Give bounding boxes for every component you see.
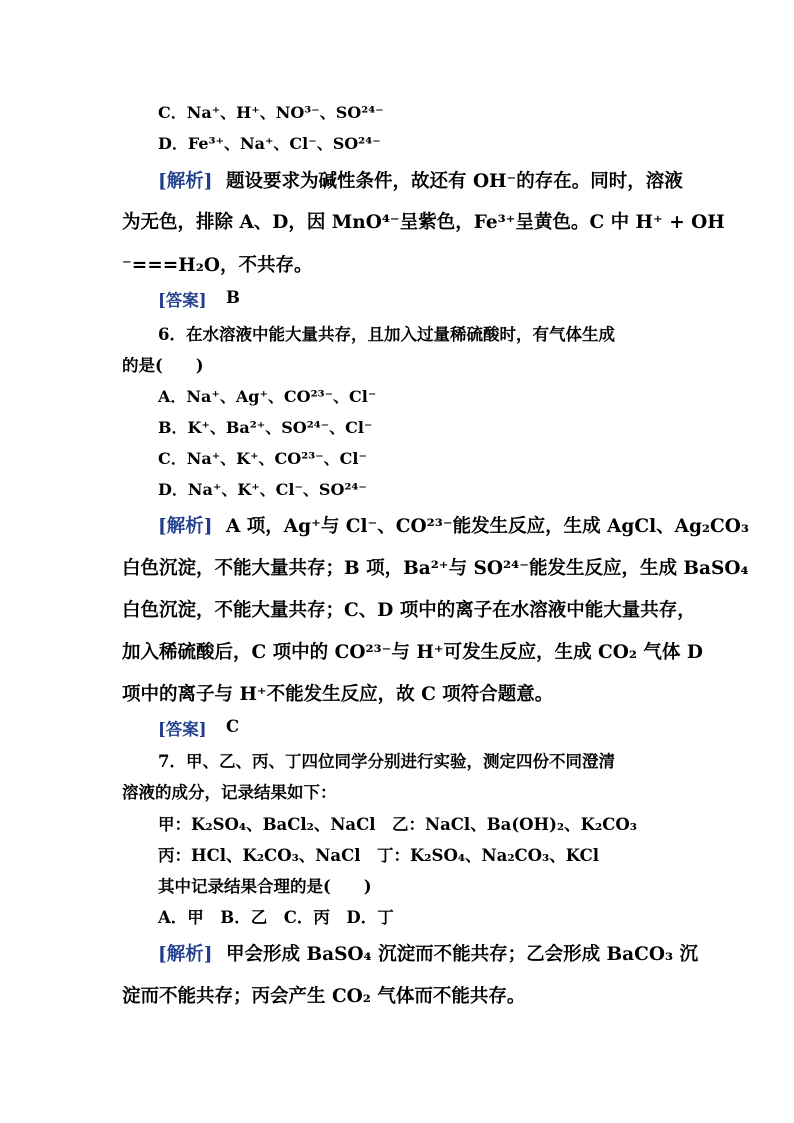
q6-answer-value: C (226, 717, 240, 736)
q5-analysis-line-3: ⁻===H₂O，不共存。 (122, 255, 313, 276)
q6-analysis-line-5: 项中的离子与 H⁺不能发生反应，故 C 项符合题意。 (122, 684, 554, 705)
q7-record-jia-yi: 甲：K₂SO₄、BaCl₂、NaCl 乙：NaCl、Ba(OH)₂、K₂CO₃ (158, 815, 637, 834)
q6-analysis-line-1: A 项，Ag⁺与 Cl⁻、CO²³⁻能发生反应，生成 AgCl、Ag₂CO₃ (226, 516, 749, 537)
q6-stem-line-1: 6．在水溶液中能大量共存，且加入过量稀硫酸时，有气体生成 (158, 325, 615, 344)
q6-analysis-line-4: 加入稀硫酸后，C 项中的 CO²³⁻与 H⁺可发生反应，生成 CO₂ 气体 D (122, 642, 703, 663)
q6-option-a: A．Na⁺、Ag⁺、CO²³⁻、Cl⁻ (158, 387, 377, 406)
q7-analysis-tag: [解析] (158, 944, 213, 965)
q5-analysis-line-2: 为无色，排除 A、D，因 MnO⁴⁻呈紫色，Fe³⁺呈黄色。C 中 H⁺ + OH (122, 212, 725, 233)
q6-analysis-line-3: 白色沉淀，不能大量共存；C、D 项中的离子在水溶液中能大量共存， (122, 600, 696, 621)
q7-analysis-line-1: 甲会形成 BaSO₄ 沉淀而不能共存；乙会形成 BaCO₃ 沉 (226, 944, 699, 965)
q7-stem-line-1: 7．甲、乙、丙、丁四位同学分别进行实验，测定四份不同澄清 (158, 752, 615, 771)
q5-analysis-line-1: 题设要求为碱性条件，故还有 OH⁻的存在。同时，溶液 (226, 171, 683, 192)
q6-option-c: C．Na⁺、K⁺、CO²³⁻、Cl⁻ (158, 449, 367, 468)
q6-option-d: D．Na⁺、K⁺、Cl⁻、SO²⁴⁻ (158, 480, 367, 499)
q6-analysis-line-2: 白色沉淀，不能大量共存；B 项，Ba²⁺与 SO²⁴⁻能发生反应，生成 BaSO₄ (122, 558, 749, 579)
q5-option-c: C．Na⁺、H⁺、NO³⁻、SO²⁴⁻ (158, 103, 384, 122)
q7-options: A．甲 B．乙 C．丙 D．丁 (158, 908, 394, 927)
q6-analysis-tag: [解析] (158, 516, 213, 537)
q7-stem-line-3: 其中记录结果合理的是( ) (158, 877, 372, 896)
q5-answer-value: B (226, 288, 240, 307)
q6-stem-line-2: 的是( ) (122, 356, 204, 375)
q7-stem-line-2: 溶液的成分，记录结果如下： (122, 783, 337, 802)
q5-answer-tag: [答案] (158, 291, 207, 310)
q6-answer-tag: [答案] (158, 720, 207, 739)
q7-record-bing-ding: 丙：HCl、K₂CO₃、NaCl 丁：K₂SO₄、Na₂CO₃、KCl (158, 846, 600, 865)
q7-analysis-line-2: 淀而不能共存；丙会产生 CO₂ 气体而不能共存。 (122, 986, 526, 1007)
q6-option-b: B．K⁺、Ba²⁺、SO²⁴⁻、Cl⁻ (158, 418, 373, 437)
q5-analysis-tag: [解析] (158, 171, 213, 192)
q5-option-d: D．Fe³⁺、Na⁺、Cl⁻、SO²⁴⁻ (158, 134, 381, 153)
